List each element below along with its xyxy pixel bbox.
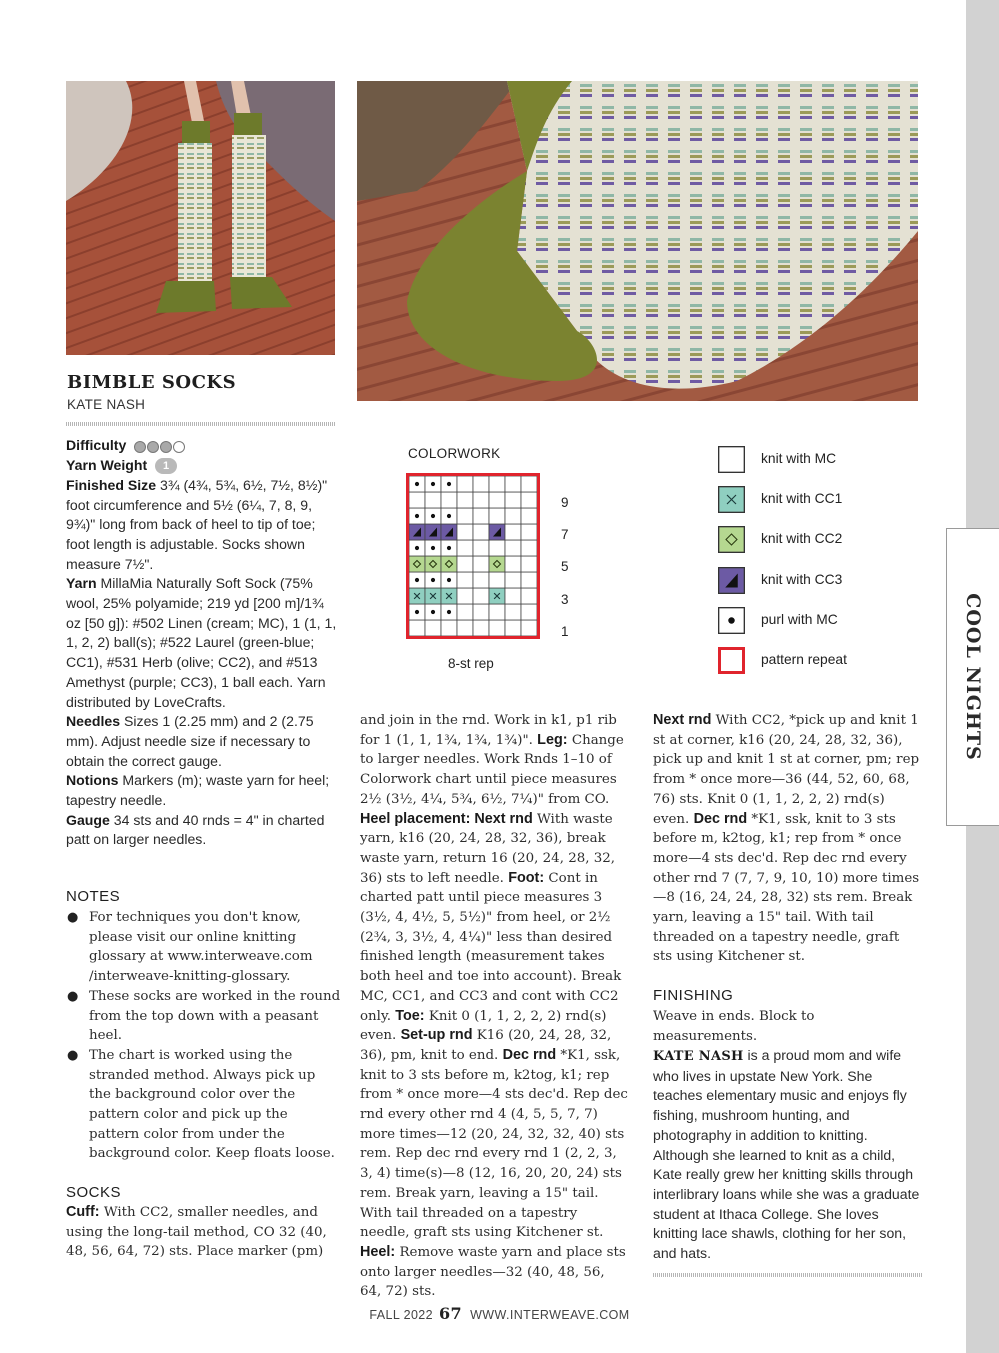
chart-stitch xyxy=(457,588,473,604)
legend-swatch xyxy=(718,607,745,634)
leg-label: Leg: xyxy=(537,731,568,748)
yarn-weight-icon: 1 xyxy=(155,458,177,474)
notes-list xyxy=(66,908,341,1164)
legend-symbol-icon xyxy=(719,527,744,552)
purl-dot-icon xyxy=(431,482,435,486)
difficulty-row xyxy=(66,436,341,456)
purl-dot-icon xyxy=(415,610,419,614)
finished-size xyxy=(66,476,341,575)
dec-rnd-text: *K1, ssk, knit to 3 sts before m, k2tog, k1; rep from * once more—4 sts dec'd. Rep dec rnd every other rnd 4 (4, 5, 5, 7, 7) more times—12 (20, 24, 32, 32, 40) sts rem. Rep dec rnd every rnd 1 (2, 2, 3, 3, 4) time(s)—8 (12, 16, 20, 20, 24) sts rem. Break yarn, leaving a 15" tail. With tail threaded on a tapestry needle, graft sts using Kitchener st. xyxy=(360,1047,628,1241)
difficulty-label: Difficulty xyxy=(66,437,127,453)
chart-stitch xyxy=(457,492,473,508)
difficulty-dot-icon xyxy=(134,441,146,453)
page-footer xyxy=(0,1304,999,1323)
legend-label: knit with CC1 xyxy=(761,491,843,506)
chart-stitch xyxy=(505,572,521,588)
setup-rnd-label: Set-up rnd xyxy=(400,1027,473,1044)
purl-dot-icon xyxy=(415,482,419,486)
list-item xyxy=(66,908,341,987)
rib-text: and join in the rnd. Work in k1, p1 rib for 1 (1, 1, 1¾, 1¾, 1¾)". xyxy=(360,713,617,748)
purl-dot-icon xyxy=(447,546,451,550)
purl-dot-icon xyxy=(431,610,435,614)
page-number: 67 xyxy=(439,1304,463,1323)
chart-row-number: 9 xyxy=(561,495,569,510)
colorwork-chart xyxy=(404,472,546,640)
yarn-text: MillaMia Naturally Soft Sock (75% wool, 25% polyamide; 219 yd [200 m]/1¾ oz [50 g]): #502 Linen (cream; MC), 1 (1, 1, 1, 2, 2) ball(s); #522 Laurel (green-blue; CC1), #531 Herb (olive; CC2), and #513 Amethyst (purple; CC3), 1 ball each. Yarn distributed by LoveCrafts. xyxy=(66,575,337,710)
divider-rule xyxy=(66,422,335,426)
legend-symbol-icon xyxy=(719,608,744,633)
chart-stitch xyxy=(489,604,505,620)
list-item xyxy=(66,1046,341,1164)
repeat-swatch xyxy=(721,650,742,671)
chart-stitch xyxy=(505,476,521,492)
chart-stitch xyxy=(521,492,537,508)
difficulty-dot-icon xyxy=(160,441,172,453)
cuff-label: Cuff: xyxy=(66,1204,100,1220)
bio-text: is a proud mom and wife who lives in upstate New York. She teaches elementary music and enjoys fly fishing, mushroom hunting, and photography in addition to knitting. Although she learned to knit as a child, Kate really grew her knitting skills through interlibrary loans while she was a graduate student at Ithaca College. She loves knitting lace shawls, clothing for her son, and hats. xyxy=(653,1047,920,1262)
chart-stitch xyxy=(521,524,537,540)
chart-stitch xyxy=(457,540,473,556)
dec-rnd-label: Dec rnd xyxy=(502,1046,557,1063)
gauge-info xyxy=(66,811,341,850)
gauge-text: 34 sts and 40 rnds = 4" in charted patt on larger needles. xyxy=(66,811,325,848)
legend-swatch xyxy=(718,567,745,594)
chart-stitch xyxy=(473,492,489,508)
chart-stitch xyxy=(409,492,425,508)
chart-stitch xyxy=(719,527,744,552)
finished-size-text: 3¾ (4¾, 5¾, 6½, 7½, 8½)" foot circumference and 5½ (6¼, 7, 8, 9, 9¾)" long from back of heel to tip of toe; foot length is adjustable. Socks shown measure 7½". xyxy=(66,476,328,572)
purl-dot-icon xyxy=(728,617,735,624)
bullet-icon: ● xyxy=(67,910,79,925)
section-tab-label: COOL NIGHTS xyxy=(962,593,984,761)
notes-heading: NOTES xyxy=(66,888,121,905)
legend-swatch xyxy=(718,647,745,674)
chart-stitch xyxy=(489,476,505,492)
chart-stitch xyxy=(521,540,537,556)
repeat-label: 8-st rep xyxy=(448,656,494,671)
designer-bio xyxy=(653,1046,921,1264)
chart-stitch xyxy=(521,604,537,620)
chart-stitch xyxy=(441,492,457,508)
cuff-text: With CC2, smaller needles, and using the long-tail method, CO 32 (40, 48, 56, 64, 72) sts. Place marker (pm) xyxy=(66,1205,327,1260)
purl-dot-icon xyxy=(447,578,451,582)
chart-stitch xyxy=(521,476,537,492)
chart-stitch xyxy=(457,508,473,524)
purl-dot-icon xyxy=(415,546,419,550)
chart-stitch xyxy=(473,572,489,588)
difficulty-rating xyxy=(134,436,186,456)
chart-stitch xyxy=(457,620,473,636)
chart-stitch xyxy=(441,524,457,540)
chart-stitch xyxy=(425,524,441,540)
toe-dec-rnd-label: Dec rnd xyxy=(693,810,748,827)
chart-stitch xyxy=(473,604,489,620)
chart-stitch xyxy=(473,508,489,524)
legend-swatch xyxy=(718,526,745,553)
bullet-icon: ● xyxy=(67,988,79,1004)
chart-stitch xyxy=(489,572,505,588)
bio-name: KATE NASH xyxy=(653,1049,744,1064)
chart-stitch xyxy=(441,556,457,572)
purl-dot-icon xyxy=(431,546,435,550)
legend-label: knit with CC2 xyxy=(761,531,843,546)
needles-label: Needles xyxy=(66,713,121,730)
toe-dec-rnd-text: *K1, ssk, knit to 3 sts before m, k2tog, k1; rep from * once more—4 sts dec'd. Rep dec rnd every other rnd 7 (7, 7, 9, 10, 10) more times—8 (16, 24, 24, 28, 32) sts rem. Break yarn, leaving a 15" tail. With tail threaded on a tapestry needle, graft sts using Kitchener st. xyxy=(653,811,920,965)
notions-text: Markers (m); waste yarn for heel; tapestry needle. xyxy=(66,772,330,809)
finished-size-label: Finished Size xyxy=(66,476,157,493)
leg-text: Change to larger needles. Work Rnds 1–10 of Colorwork chart until piece measures 2½ (3½, 4¼, 5¾, 6½, 7¼)" from CO. xyxy=(360,732,624,807)
purl-dot-icon xyxy=(431,578,435,582)
yarn-info xyxy=(66,574,341,712)
legend-symbol-icon xyxy=(719,568,744,593)
chart-stitch xyxy=(521,588,537,604)
chart-stitch xyxy=(521,620,537,636)
foot-label: Foot: xyxy=(508,869,545,886)
chart-stitch xyxy=(505,604,521,620)
needles-info xyxy=(66,712,341,771)
yarn-weight-label: Yarn Weight xyxy=(66,457,148,474)
chart-stitch xyxy=(719,447,744,472)
legend-label: knit with MC xyxy=(761,451,837,466)
chart-stitch xyxy=(505,508,521,524)
finishing-text: Weave in ends. Block to measurements. xyxy=(653,1009,815,1044)
notions-info xyxy=(66,771,341,810)
chart-stitch xyxy=(505,556,521,572)
gauge-label: Gauge xyxy=(66,811,110,828)
next-rnd-label: Next rnd xyxy=(653,712,712,728)
chart-stitch xyxy=(489,524,505,540)
chart-stitch xyxy=(473,476,489,492)
chart-stitch xyxy=(521,508,537,524)
pattern-specs xyxy=(66,436,341,850)
purl-dot-icon xyxy=(447,610,451,614)
chart-stitch xyxy=(457,476,473,492)
chart-stitch xyxy=(489,508,505,524)
chart-stitch xyxy=(473,540,489,556)
chart-row-number: 5 xyxy=(561,559,569,574)
legend-swatch xyxy=(718,446,745,473)
notions-label: Notions xyxy=(66,772,119,789)
chart-stitch xyxy=(473,620,489,636)
chart-stitch xyxy=(425,556,441,572)
divider-rule xyxy=(653,1273,922,1277)
issue-label: FALL 2022 xyxy=(369,1308,433,1322)
legend-symbol-icon xyxy=(719,487,744,512)
chart-stitch xyxy=(457,604,473,620)
chart-stitch xyxy=(521,556,537,572)
chart-stitch xyxy=(409,524,425,540)
legend-swatch xyxy=(718,486,745,513)
yarn-label: Yarn xyxy=(66,575,97,592)
website-url: WWW.INTERWEAVE.COM xyxy=(470,1308,630,1322)
chart-stitch xyxy=(409,620,425,636)
finishing-heading: FINISHING xyxy=(653,987,734,1004)
chart-stitch xyxy=(473,556,489,572)
needles-text: Sizes 1 (2.25 mm) and 2 (2.75 mm). Adjust needle size if necessary to obtain the correct gauge. xyxy=(66,713,314,769)
purl-dot-icon xyxy=(431,514,435,518)
section-tab xyxy=(946,528,999,826)
cuff-instructions xyxy=(66,1203,341,1262)
chart-stitch xyxy=(441,620,457,636)
foot-text: Cont in charted patt until piece measures 3 (3½, 4, 4½, 5, 5½)" from heel, or 2½ (2¾, 3, 3½, 4, 4¼)" less than desired finished length (measurement takes both heel and toe into account). Break MC, CC1, and CC3 and cont with CC2 only. xyxy=(360,870,622,1024)
socks-heading: SOCKS xyxy=(66,1184,122,1201)
chart-stitch xyxy=(489,492,505,508)
chart-stitch xyxy=(473,524,489,540)
chart-stitch xyxy=(505,524,521,540)
difficulty-dot-icon xyxy=(173,441,185,453)
chart-row-number: 1 xyxy=(561,624,569,639)
purl-dot-icon xyxy=(447,482,451,486)
yarn-weight-row xyxy=(66,456,341,476)
chart-stitch xyxy=(505,540,521,556)
chart-stitch xyxy=(457,556,473,572)
legend-symbol-icon xyxy=(719,447,744,472)
chart-title: COLORWORK xyxy=(408,446,501,461)
heel-placement-text: With waste yarn, k16 (20, 24, 28, 32, 36), break waste yarn, return 16 (20, 24, 28, 32, 36) sts to left needle. xyxy=(360,811,616,886)
heel-text: Remove waste yarn and place sts onto larger needles—32 (40, 48, 56, 64, 72) sts. xyxy=(360,1244,626,1300)
chart-stitch xyxy=(521,572,537,588)
next-rnd-text: With CC2, *pick up and knit 1 st at corner, k16 (20, 24, 28, 32, 36), pick up and knit 1 st at corner, pm; rep from * once more—36 (44, 52, 60, 68, 76) sts. Knit 0 (1, 1, 2, 2, 2) rnd(s) even. xyxy=(653,713,920,827)
note-text: For techniques you don't know, please visit our online knitting glossary at www.interweave.com /interweave-knitting-glossary. xyxy=(89,910,313,985)
sock-photo-legs xyxy=(66,81,335,355)
purl-dot-icon xyxy=(415,514,419,518)
note-text: These socks are worked in the round from the top down with a peasant heel. xyxy=(89,988,341,1044)
purl-dot-icon xyxy=(447,514,451,518)
chart-stitch xyxy=(425,620,441,636)
chart-stitch xyxy=(409,556,425,572)
legend-label: knit with CC3 xyxy=(761,572,843,587)
list-item xyxy=(66,987,341,1046)
chart-stitch xyxy=(489,620,505,636)
sock-photo-closeup xyxy=(357,81,918,401)
chart-stitch xyxy=(505,620,521,636)
bullet-icon: ● xyxy=(67,1047,79,1063)
toe-label: Toe: xyxy=(395,1007,425,1024)
note-text: The chart is worked using the stranded method. Always pick up the background color over the pattern color and pick up the pattern color from under the background color. Keep floats loose. xyxy=(89,1047,335,1162)
toe-text: Knit 0 (1, 1, 2, 2, 2) rnd(s) even. xyxy=(360,1008,607,1044)
chart-stitch xyxy=(473,588,489,604)
chart-row-number: 7 xyxy=(561,527,569,542)
designer-name: KATE NASH xyxy=(67,397,146,412)
chart-stitch xyxy=(489,556,505,572)
setup-rnd-text: K16 (20, 24, 28, 32, 36), pm, knit to end. xyxy=(360,1028,612,1063)
legend-label: purl with MC xyxy=(761,612,838,627)
legend-label: pattern repeat xyxy=(761,652,847,667)
chart-stitch xyxy=(505,588,521,604)
chart-row-number: 3 xyxy=(561,592,569,607)
legend-symbol-icon xyxy=(721,650,742,671)
heel-label: Heel: xyxy=(360,1243,396,1260)
purl-dot-icon xyxy=(415,578,419,582)
instructions-column-3 xyxy=(653,711,921,967)
chart-stitch xyxy=(457,572,473,588)
difficulty-dot-icon xyxy=(147,441,159,453)
chart-stitch xyxy=(425,492,441,508)
instructions-column-2 xyxy=(360,711,628,1302)
heel-placement-label: Heel placement: Next rnd xyxy=(360,810,533,827)
pattern-title: BIMBLE SOCKS xyxy=(67,372,237,393)
chart-stitch xyxy=(505,492,521,508)
chart-stitch xyxy=(489,540,505,556)
chart-stitch xyxy=(457,524,473,540)
